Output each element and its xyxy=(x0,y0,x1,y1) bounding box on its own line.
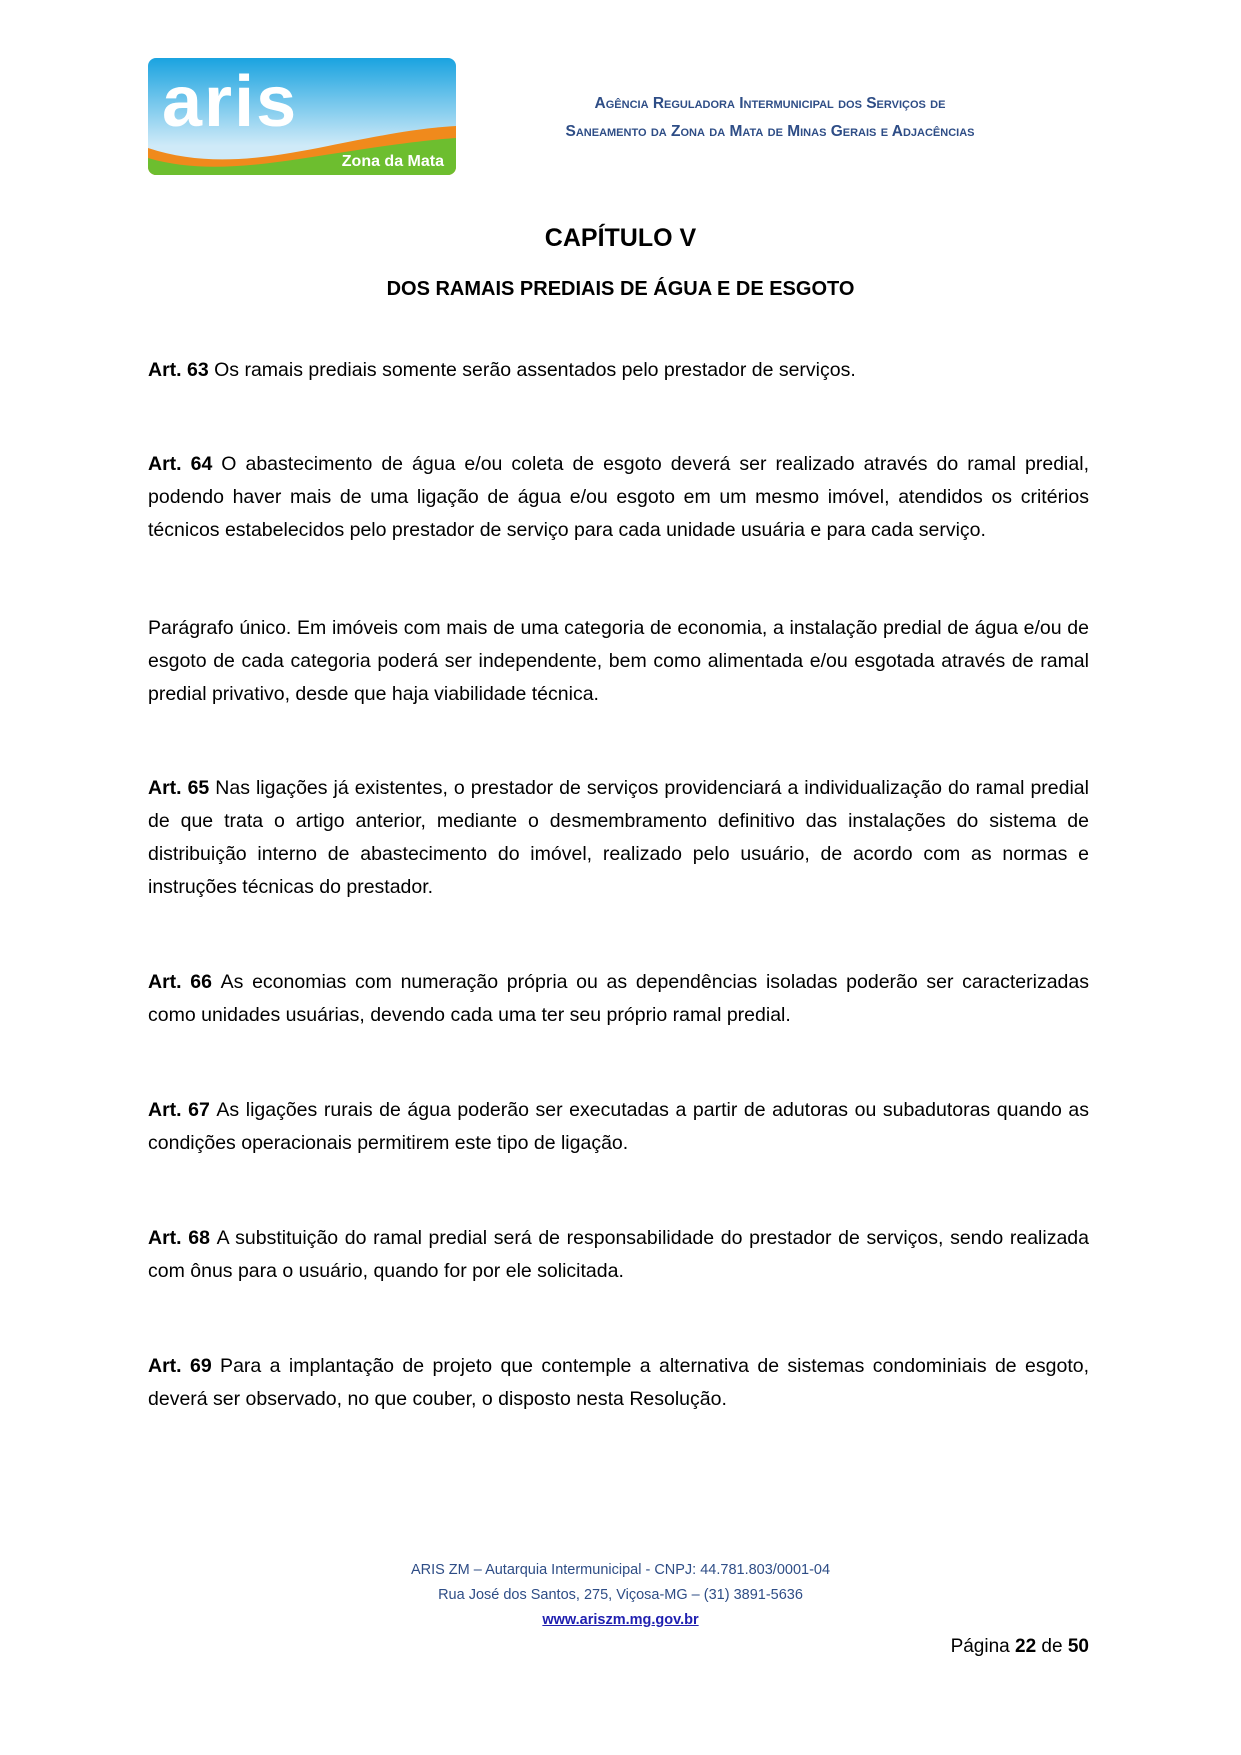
page-number-prefix: Página xyxy=(950,1636,1016,1657)
article-65 xyxy=(148,772,1089,904)
footer-website-link[interactable]: www.ariszm.mg.gov.br xyxy=(542,1612,699,1628)
chapter-title: CAPÍTULO V xyxy=(544,224,697,252)
page-number-total: 50 xyxy=(1067,1636,1089,1657)
article-label: Art. 63 xyxy=(148,359,209,381)
article-text: A substituição do ramal predial será de responsabilidade do prestador de serviços, sendo realizada com ônus para o usuário, quando for por ele solicitada. xyxy=(148,1227,1089,1282)
chapter-subtitle: DOS RAMAIS PREDIAIS DE ÁGUA E DE ESGOTO xyxy=(386,278,855,300)
article-64 xyxy=(148,448,1089,547)
article-63 xyxy=(148,354,1089,387)
article-text: Parágrafo único. Em imóveis com mais de uma categoria de economia, a instalação predial de água e/ou de esgoto de cada categoria poderá ser independente, bem como alimentada e/ou esgotada através de ramal predial privativo, desde que haja viabilidade técnica. xyxy=(148,617,1089,705)
footer-address: Rua José dos Santos, 275, Viçosa-MG – (31) 3891-5636 xyxy=(438,1587,803,1603)
agency-name xyxy=(500,90,1040,146)
page-number xyxy=(951,1636,1089,1658)
logo-graphic xyxy=(148,58,456,175)
article-label: Art. 67 xyxy=(148,1099,210,1121)
article-text: O abastecimento de água e/ou coleta de esgoto deverá ser realizado através do ramal predial, podendo haver mais de uma ligação de água e/ou esgoto em um mesmo imóvel, atendidos os critérios técnicos estabelecidos pelo prestador de serviço para cada unidade usuária e para cada serviço. xyxy=(148,453,1089,541)
article-label: Art. 66 xyxy=(148,971,212,993)
article-69 xyxy=(148,1350,1089,1416)
page-number-separator: de xyxy=(1036,1636,1068,1657)
article-text: Os ramais prediais somente serão assentados pelo prestador de serviços. xyxy=(208,359,856,381)
article-label: Art. 65 xyxy=(148,777,210,799)
page-footer xyxy=(0,1558,1241,1633)
agency-name-line1: Agência Reguladora Intermunicipal dos Serviços de xyxy=(594,95,946,112)
paragraph-unico xyxy=(148,612,1089,711)
article-text: As ligações rurais de água poderão ser executadas a partir de adutoras ou subadutoras quando as condições operacionais permitirem este tipo de ligação. xyxy=(148,1099,1089,1154)
agency-name-line2: Saneamento da Zona da Mata de Minas Gerais e Adjacências xyxy=(565,123,975,140)
aris-logo xyxy=(148,58,456,175)
logo-wordmark: aris xyxy=(162,62,299,142)
article-label: Art. 68 xyxy=(148,1227,210,1249)
article-text: Nas ligações já existentes, o prestador de serviços providenciará a individualização do ramal predial de que trata o artigo anterior, mediante o desmembramento definitivo das instalações do sistema de distribuição interno de abastecimento do imóvel, realizado pelo usuário, de acordo com as normas e instruções técnicas do prestador. xyxy=(148,777,1089,898)
footer-organization: ARIS ZM – Autarquia Intermunicipal - CNPJ: 44.781.803/0001-04 xyxy=(410,1562,831,1578)
article-label: Art. 64 xyxy=(148,453,213,475)
article-67 xyxy=(148,1094,1089,1160)
logo-tagline: Zona da Mata xyxy=(341,153,444,170)
article-label: Art. 69 xyxy=(148,1355,212,1377)
article-text: As economias com numeração própria ou as dependências isoladas poderão ser caracterizadas como unidades usuárias, devendo cada uma ter seu próprio ramal predial. xyxy=(148,971,1089,1026)
article-66 xyxy=(148,966,1089,1032)
article-68 xyxy=(148,1222,1089,1288)
page-number-current: 22 xyxy=(1015,1636,1037,1657)
article-text: Para a implantação de projeto que contemple a alternativa de sistemas condominiais de esgoto, deverá ser observado, no que couber, o disposto nesta Resolução. xyxy=(148,1355,1089,1410)
